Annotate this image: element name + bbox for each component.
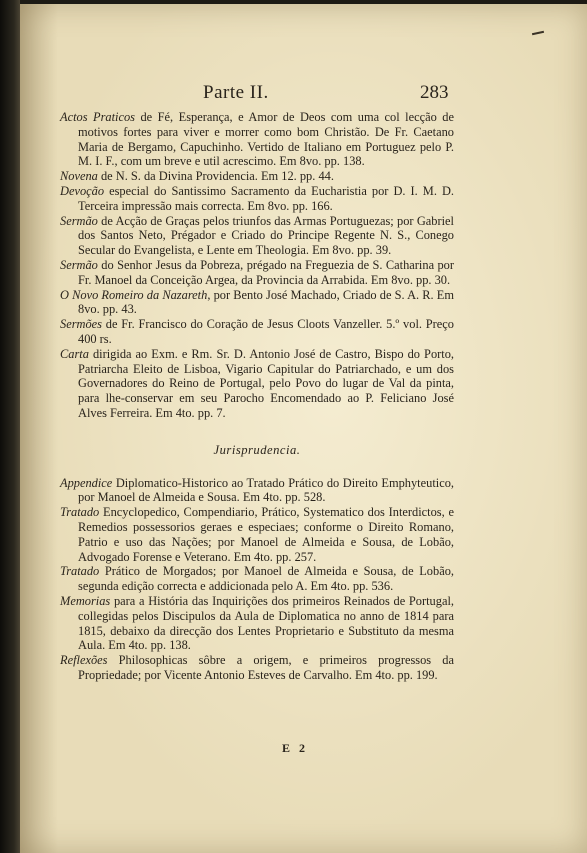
entry-text: Prático de Morgados; por Manoel de Almeida e Sousa, de Lobão, segunda edição correcta e addicionada pelo A. Em 4to. pp. 536. [78, 564, 454, 594]
printer-signature: E 2 [282, 741, 309, 755]
entry-text: de N. S. da Divina Providencia. Em 12. pp. 44. [97, 169, 334, 184]
entry-keyword: Tratado [60, 505, 100, 520]
catalog-entry [60, 594, 454, 653]
catalog-entry [60, 317, 454, 347]
running-header [20, 82, 587, 106]
ink-mark [532, 31, 544, 35]
entry-text: de Fé, Esperança, e Amor de Deos com uma col lecção de motivos fortes para viver e morrer como bom Christão. De Fr. Caetano Maria de Bergamo, Capuchinho. Vertido de Italiano em Portuguez pelo P. M. I. F., com um breve e util acrescimo. Em 8vo. pp. 138. [78, 110, 454, 169]
entry-text: Encyclopedico, Compendiario, Prático, Systematico dos Interdictos, e Remedios possessorios geraes e especiaes; conforme o Direito Romano, Patrio e uso das Nações; por Manoel de Almeida e Sousa, de Lobão, Advogado Forense e Veterano. Em 4to. pp. 257. [78, 505, 454, 564]
book-page [20, 4, 587, 853]
entry-keyword: Tratado [60, 564, 100, 579]
entry-text: de Fr. Francisco do Coração de Jesus Cloots Vanzeller. 5.º vol. Preço 400 rs. [78, 317, 454, 346]
entries-jurisprudence [60, 476, 454, 683]
entries-religious [60, 110, 454, 421]
entry-text: Philosophicas sôbre a origem, e primeiros progressos da Propriedade; por Vicente Antonio Esteves de Carvalho. Em 4to. pp. 199. [78, 653, 454, 682]
entry-keyword: Carta [60, 346, 89, 361]
entry-keyword: Appendice [60, 475, 113, 490]
entry-keyword: Devoção [60, 183, 105, 198]
catalog-entry [60, 184, 454, 214]
catalog-entry [60, 476, 454, 506]
catalog-entry [60, 505, 454, 564]
entry-keyword: Sermão [60, 257, 98, 272]
entry-keyword: Novena [60, 169, 98, 184]
entry-text: do Senhor Jesus da Pobreza, prégado na Freguezia de S. Catharina por Fr. Manoel da Conceição Argea, da Provincia da Arrabida. Em 8vo. pp. 30. [78, 257, 454, 287]
catalog-entry [60, 110, 454, 169]
entry-text: para a História das Inquirições dos primeiros Reinados de Portugal, collegidas pelos Discipulos da Aula de Diplomatica no anno de 1814 para 1815, debaixo da direcção dos Lentes Proprietario e Substituto da mesma Aula. Em 4to. pp. 138. [78, 593, 454, 653]
part-title: Parte II. [203, 82, 269, 103]
catalog-entry [60, 169, 454, 184]
entry-text: , por Bento José Machado, Criado de S. A. R. Em 8vo. pp. 43. [78, 287, 454, 317]
entry-text: dirigida ao Exm. e Rm. Sr. D. Antonio José de Castro, Bispo do Porto, Patriarcha Eleito de Lisboa, Vigario Capitular do Patriarchado, e um dos Governadores do Reino de Portugal, pelo Povo do lugar de Val da pinta, para lhe-conservar em seu Parocho Encomendado ao P. Feliciano José Alves Ferreira. Em 4to. pp. 7. [78, 346, 454, 420]
entry-text: especial do Santissimo Sacramento da Eucharistia por D. I. M. D. Terceira impressão mais correcta. Em 8vo. pp. 166. [78, 183, 454, 213]
catalog-entry [60, 347, 454, 421]
catalog-entry [60, 564, 454, 594]
entry-keyword: Memorias [60, 593, 111, 608]
entry-keyword: O Novo Romeiro da Nazareth [60, 287, 208, 302]
entry-keyword: Actos Praticos [60, 110, 135, 124]
catalog-entry [60, 258, 454, 288]
entry-text: de Acção de Graças pelos triunfos das Armas Portuguezas; por Gabriel dos Santos Neto, Prégador e Criado do Principe Regente N. S., Conego Secular do Evangelista, e Lente em Theologia. Em 8vo. pp. 39. [78, 213, 454, 258]
catalog-entry [60, 288, 454, 318]
page-body [60, 110, 454, 683]
entry-keyword: Sermão [60, 213, 98, 228]
page-number: 283 [420, 82, 449, 103]
catalog-entry [60, 653, 454, 683]
book-spine [0, 0, 20, 853]
entry-keyword: Sermões [60, 317, 102, 332]
entry-text: Diplomatico-Historico ao Tratado Prático do Direito Emphyteutico, por Manoel de Almeida e Sousa. Em 4to. pp. 528. [78, 475, 454, 505]
section-heading: Jurisprudencia. [213, 442, 301, 457]
entry-keyword: Reflexões [60, 653, 108, 668]
catalog-entry [60, 214, 454, 258]
